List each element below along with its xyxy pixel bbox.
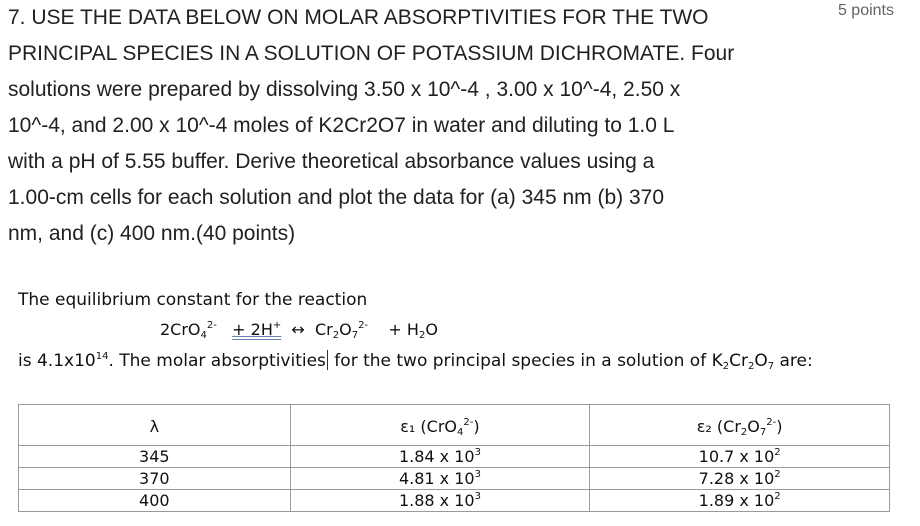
cell-e1: 1.84 x $10^3$ [290,446,590,468]
question-line: 10^-4, and 2.00 x 10^-4 moles of K2Cr2O7 in water and diluting to 1.0 L [8,114,675,137]
header-e1: ε₁ (CrO$_4^{2-}$) [290,405,590,446]
cell-e1: 4.81 x $10^3$ [290,468,590,490]
table-header-row [19,405,890,446]
question-line: 1.00-cm cells for each solution and plot the data for (a) 345 nm (b) 370 [8,186,665,209]
question-line: 7. USE THE DATA BELOW ON MOLAR ABSORPTIVITIES FOR THE TWO [8,6,709,29]
absorptivity-table [18,404,890,512]
equilibrium-intro: The equilibrium constant for the reaction [18,290,368,310]
question-figure [0,282,920,526]
question-line: solutions were prepared by dissolving 3.50 x 10^-4 , 3.00 x 10^-4, 2.50 x [8,78,681,101]
table-row [19,490,890,512]
table-row [19,446,890,468]
text-cursor [327,350,328,370]
cell-wavelength: 370 [19,468,291,490]
cell-e2: 10.7 x $10^2$ [590,446,890,468]
question-text [8,0,808,252]
points-label: 5 points [837,2,894,19]
cell-e2: 1.89 x $10^2$ [590,490,890,512]
question-line: with a pH of 5.55 buffer. Derive theoretical absorbance values using a [8,150,655,173]
header-e2: ε₂ $(Cr_2O_7^{2-})$ [590,405,890,446]
table-row [19,468,890,490]
cell-wavelength: 400 [19,490,291,512]
reaction-equation: 2CrO$_4^{2-}$ + 2H+ ↔ $Cr_2O_7^{2-}$ + $H_2O$ [160,320,438,341]
equilibrium-constant-text: is $4.1x10^{14}$. The molar absorptivities for the two principal species in a solution of $K_2Cr_2O_7$ are: [18,351,813,372]
cell-e2: 7.28 x $10^2$ [590,468,890,490]
cell-wavelength: 345 [19,446,291,468]
cell-e1: 1.88 x $10^3$ [290,490,590,512]
double-arrow-icon: ↔ [291,320,305,339]
question-line: nm, and (c) 400 nm.(40 points) [8,222,296,245]
header-wavelength: λ [19,405,291,446]
question-line: PRINCIPAL SPECIES IN A SOLUTION OF POTASSIUM DICHROMATE. Four [8,42,735,65]
